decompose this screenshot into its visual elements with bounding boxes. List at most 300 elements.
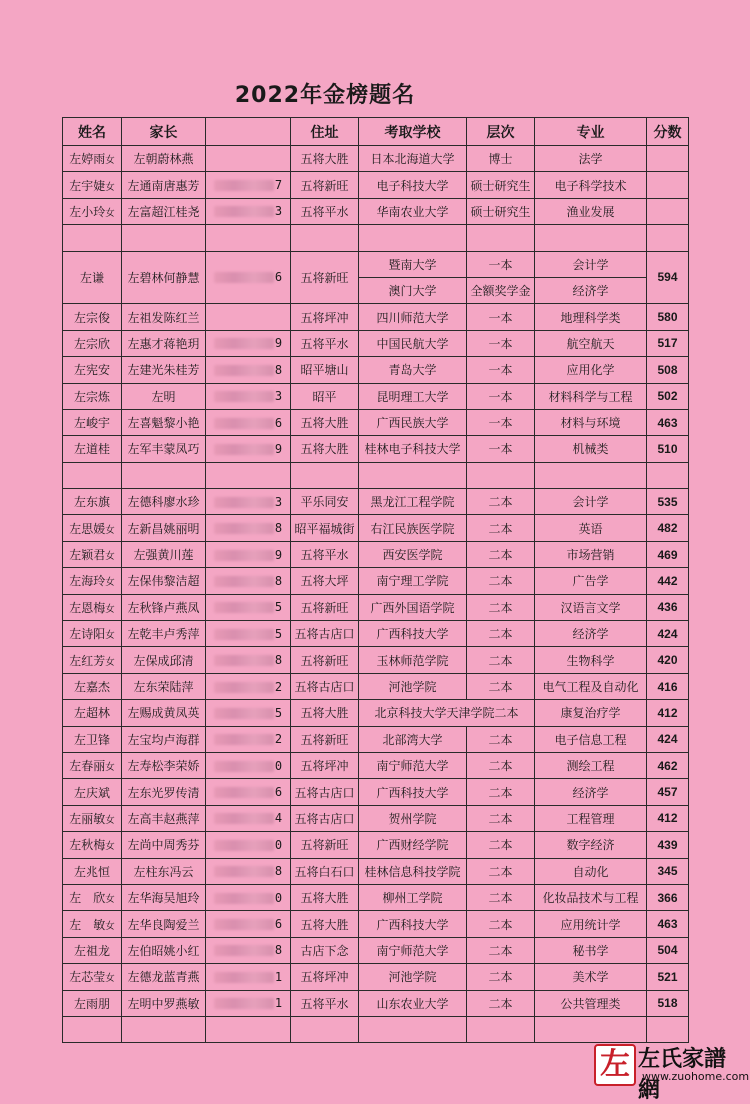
score-cell: 457 [647,779,689,805]
student-row [63,515,689,541]
address-cell: 五将大胜 [291,436,359,462]
phone-suffix: 4 [274,811,283,826]
student-row [63,621,689,647]
student-row [63,700,689,726]
student-name-cell [63,911,122,937]
address-cell: 昭平福城街 [291,515,359,541]
student-name-cell [63,964,122,990]
header-parent: 家长 [122,118,206,146]
address-cell: 五将古店口 [291,673,359,699]
parent-cell: 左乾丰卢秀萍 [122,621,206,647]
phone-cell [206,832,291,858]
level-cell: 二本 [467,990,535,1016]
parent-cell: 左东荣陆萍 [122,673,206,699]
empty-cell [647,462,689,488]
empty-cell [291,225,359,251]
student-row [63,357,689,383]
phone-suffix: 9 [274,441,283,456]
address-cell: 五将大胜 [291,884,359,910]
empty-cell [467,1016,535,1042]
student-name: 左秋梅 [69,838,106,853]
parent-cell: 左德科廖水珍 [122,489,206,515]
major-cell: 市场营销 [535,541,647,567]
school-cell: 澳门大学 [359,277,467,303]
student-name-cell [63,330,122,356]
phone-cell [206,146,291,172]
redacted-phone [214,550,274,561]
student-name-cell [63,146,122,172]
student-name-cell [63,541,122,567]
address-cell: 五将坪冲 [291,304,359,330]
gender-label: 女 [105,814,115,826]
student-name: 左宇婕 [69,178,106,193]
score-cell: 482 [647,515,689,541]
empty-cell [291,1016,359,1042]
student-name-cell [63,805,122,831]
level-cell: 二本 [467,647,535,673]
major-cell: 化妆品技术与工程 [535,884,647,910]
phone-cell [206,541,291,567]
address-cell: 五将新旺 [291,172,359,198]
parent-cell: 左朝蔚林燕 [122,146,206,172]
phone-cell [206,172,291,198]
phone-suffix: 9 [274,336,283,351]
redacted-phone [214,893,274,904]
empty-cell [535,1016,647,1042]
gender-label: 女 [105,894,115,906]
redacted-phone [214,945,274,956]
student-name: 左宗欣 [73,336,110,351]
level-cell: 一本 [467,409,535,435]
parent-cell: 左军丰蒙凤巧 [122,436,206,462]
student-name-cell [63,884,122,910]
phone-suffix: 6 [274,785,283,800]
score-cell: 463 [647,911,689,937]
student-name: 左雨朋 [73,996,110,1011]
parent-cell: 左通南唐惠芳 [122,172,206,198]
phone-suffix: 8 [274,521,283,536]
phone-cell [206,937,291,963]
address-cell: 五将新旺 [291,251,359,304]
phone-suffix: 8 [274,362,283,377]
parent-cell: 左高丰赵燕萍 [122,805,206,831]
address-cell: 五将新旺 [291,726,359,752]
score-cell: 510 [647,436,689,462]
level-cell: 一本 [467,436,535,462]
student-row [63,673,689,699]
redacted-phone [214,682,274,693]
student-name: 左 敏 [69,917,106,932]
score-cell: 412 [647,700,689,726]
student-name-cell [63,673,122,699]
header-phone [206,118,291,146]
student-row [63,172,689,198]
phone-cell [206,304,291,330]
major-cell: 英语 [535,515,647,541]
score-cell: 521 [647,964,689,990]
level-cell: 二本 [467,594,535,620]
student-name-cell [63,568,122,594]
major-cell: 电子科学技术 [535,172,647,198]
redacted-phone [214,180,274,191]
phone-cell [206,568,291,594]
student-name-cell [63,700,122,726]
phone-cell [206,884,291,910]
major-cell: 自动化 [535,858,647,884]
level-cell: 二本 [467,621,535,647]
student-name: 左宗俊 [73,310,110,325]
header-address: 住址 [291,118,359,146]
phone-suffix: 3 [274,204,283,219]
student-name: 左诗阳 [69,627,106,642]
phone-cell [206,911,291,937]
redacted-phone [214,338,274,349]
gender-label: 女 [105,841,115,853]
score-cell: 580 [647,304,689,330]
major-cell: 地理科学类 [535,304,647,330]
empty-cell [122,225,206,251]
student-row [63,884,689,910]
student-row [63,964,689,990]
header-score: 分数 [647,118,689,146]
phone-cell [206,990,291,1016]
redacted-phone [214,919,274,930]
blank-row [63,462,689,488]
phone-cell [206,621,291,647]
gender-label: 女 [105,207,115,219]
empty-cell [206,225,291,251]
address-cell: 五将新旺 [291,832,359,858]
student-name: 左卫锋 [73,732,110,747]
redacted-phone [214,998,274,1009]
score-cell: 469 [647,541,689,567]
student-row [63,726,689,752]
score-cell: 442 [647,568,689,594]
score-cell: 508 [647,357,689,383]
phone-suffix: 8 [274,573,283,588]
school-cell: 广西科技大学 [359,911,467,937]
phone-cell [206,198,291,224]
level-cell: 二本 [467,937,535,963]
school-cell: 河池学院 [359,964,467,990]
redacted-phone [214,365,274,376]
header-school: 考取学校 [359,118,467,146]
phone-cell [206,330,291,356]
address-cell: 五将大胜 [291,146,359,172]
school-cell: 青岛大学 [359,357,467,383]
score-cell: 504 [647,937,689,963]
student-name-cell [63,489,122,515]
parent-cell: 左富超江桂尧 [122,198,206,224]
parent-cell: 左伯昭姚小红 [122,937,206,963]
address-cell: 五将新旺 [291,594,359,620]
student-row [63,990,689,1016]
student-row [63,594,689,620]
student-row [63,198,689,224]
empty-cell [206,462,291,488]
score-cell: 436 [647,594,689,620]
address-cell: 五将大坪 [291,568,359,594]
school-cell: 南宁师范大学 [359,937,467,963]
level-cell: 二本 [467,779,535,805]
student-name: 左芯莹 [69,970,106,985]
empty-cell [647,1016,689,1042]
level-cell: 二本 [467,568,535,594]
school-cell: 广西民族大学 [359,409,467,435]
major-cell: 汉语言文学 [535,594,647,620]
major-cell: 电子信息工程 [535,726,647,752]
student-name-cell [63,937,122,963]
student-name: 左恩梅 [69,600,106,615]
student-name: 左道桂 [73,442,110,457]
student-name: 左丽敏 [69,811,106,826]
score-cell: 412 [647,805,689,831]
phone-suffix: 0 [274,890,283,905]
phone-suffix: 1 [274,996,283,1011]
student-name: 左海玲 [69,574,106,589]
header-row [63,118,689,146]
phone-suffix: 2 [274,732,283,747]
address-cell: 古店下念 [291,937,359,963]
parent-cell: 左秋锋卢燕凤 [122,594,206,620]
major-cell: 工程管理 [535,805,647,831]
gender-label: 女 [105,551,115,563]
address-cell: 五将古店口 [291,779,359,805]
student-row [63,805,689,831]
redacted-phone [214,602,274,613]
student-name-cell [63,752,122,778]
student-name-cell [63,594,122,620]
parent-cell: 左德龙蓝青燕 [122,964,206,990]
empty-cell [467,462,535,488]
phone-cell [206,515,291,541]
redacted-phone [214,497,274,508]
student-name: 左祖龙 [73,943,110,958]
level-cell: 博士 [467,146,535,172]
phone-suffix: 0 [274,837,283,852]
school-cell: 黑龙江工程学院 [359,489,467,515]
level-cell: 二本 [467,858,535,884]
school-cell: 广西财经学院 [359,832,467,858]
phone-cell [206,805,291,831]
gender-label: 女 [105,630,115,642]
student-row [63,330,689,356]
parent-cell: 左保成邱清 [122,647,206,673]
school-level-cell: 北京科技大学天津学院二本 [359,700,535,726]
level-cell: 硕士研究生 [467,198,535,224]
gender-label: 女 [105,603,115,615]
level-cell: 硕士研究生 [467,172,535,198]
phone-suffix: 0 [274,758,283,773]
score-cell: 439 [647,832,689,858]
level-cell: 二本 [467,911,535,937]
student-row [63,409,689,435]
level-cell: 一本 [467,251,535,277]
student-name: 左东旗 [73,495,110,510]
school-cell: 北部湾大学 [359,726,467,752]
student-row [63,251,689,277]
school-cell: 广西科技大学 [359,621,467,647]
score-cell [647,198,689,224]
phone-cell [206,594,291,620]
level-cell: 二本 [467,489,535,515]
major-cell: 电气工程及自动化 [535,673,647,699]
student-name-cell [63,436,122,462]
gender-label: 女 [105,155,115,167]
parent-cell: 左华良陶爱兰 [122,911,206,937]
major-cell: 渔业发展 [535,198,647,224]
student-row [63,541,689,567]
student-row [63,832,689,858]
phone-suffix: 5 [274,705,283,720]
phone-cell [206,673,291,699]
gender-label: 女 [105,181,115,193]
phone-suffix: 1 [274,969,283,984]
redacted-phone [214,813,274,824]
school-cell: 华南农业大学 [359,198,467,224]
level-cell: 二本 [467,964,535,990]
student-name-cell [63,832,122,858]
phone-cell [206,383,291,409]
student-row [63,489,689,515]
student-name-cell [63,357,122,383]
phone-cell [206,858,291,884]
redacted-phone [214,734,274,745]
school-cell: 右江民族医学院 [359,515,467,541]
phone-suffix: 6 [274,270,283,285]
major-cell: 航空航天 [535,330,647,356]
score-cell [647,146,689,172]
empty-cell [291,462,359,488]
parent-cell: 左尚中周秀芬 [122,832,206,858]
phone-suffix: 6 [274,415,283,430]
level-cell: 全额奖学金 [467,277,535,303]
empty-cell [535,462,647,488]
redacted-phone [214,523,274,534]
level-cell: 二本 [467,884,535,910]
blank-row [63,1016,689,1042]
score-cell: 463 [647,409,689,435]
parent-cell: 左碧林何静慧 [122,251,206,304]
school-cell: 贺州学院 [359,805,467,831]
student-name: 左嘉杰 [73,680,110,694]
major-cell: 数字经济 [535,832,647,858]
redacted-phone [214,761,274,772]
empty-cell [122,462,206,488]
header-major: 专业 [535,118,647,146]
level-cell: 二本 [467,673,535,699]
address-cell: 五将大胜 [291,700,359,726]
school-cell: 广西科技大学 [359,779,467,805]
redacted-phone [214,272,274,283]
school-cell: 电子科技大学 [359,172,467,198]
major-cell: 广告学 [535,568,647,594]
address-cell: 五将平水 [291,990,359,1016]
score-cell: 502 [647,383,689,409]
empty-cell [359,462,467,488]
gender-label: 女 [105,920,115,932]
address-cell: 五将大胜 [291,409,359,435]
major-cell: 应用统计学 [535,911,647,937]
redacted-phone [214,866,274,877]
school-cell: 桂林信息科技学院 [359,858,467,884]
student-row [63,858,689,884]
address-cell: 五将古店口 [291,621,359,647]
school-cell: 四川师范大学 [359,304,467,330]
score-cell: 518 [647,990,689,1016]
school-cell: 中国民航大学 [359,330,467,356]
header-name: 姓名 [63,118,122,146]
school-cell: 柳州工学院 [359,884,467,910]
parent-cell: 左寿松李荣娇 [122,752,206,778]
site-name: 左氏家譜網 [638,1046,727,1103]
redacted-phone [214,418,274,429]
major-cell: 美术学 [535,964,647,990]
phone-cell [206,752,291,778]
student-name: 左谦 [79,270,104,285]
empty-cell [359,225,467,251]
student-name-cell [63,990,122,1016]
redacted-phone [214,629,274,640]
phone-suffix: 7 [274,178,283,193]
phone-cell [206,726,291,752]
major-cell: 会计学 [535,489,647,515]
empty-cell [535,225,647,251]
student-name-cell [63,779,122,805]
empty-cell [63,1016,122,1042]
student-name: 左宗炼 [73,389,110,404]
student-name: 左思媛 [69,521,106,536]
parent-cell: 左喜魁黎小艳 [122,409,206,435]
school-cell: 广西外国语学院 [359,594,467,620]
major-cell: 秘书学 [535,937,647,963]
student-name-cell [63,726,122,752]
student-name-cell [63,304,122,330]
student-name: 左春丽 [69,759,106,774]
empty-cell [63,462,122,488]
address-cell: 昭平 [291,383,359,409]
empty-cell [63,225,122,251]
empty-cell [647,225,689,251]
school-cell: 暨南大学 [359,251,467,277]
address-cell: 五将大胜 [291,911,359,937]
major-cell: 会计学 [535,251,647,277]
student-name: 左超林 [73,706,110,721]
student-row [63,779,689,805]
student-name-cell [63,647,122,673]
major-cell: 材料与环境 [535,409,647,435]
site-watermark [594,1042,750,1103]
student-name: 左小玲 [69,204,106,219]
level-cell: 一本 [467,357,535,383]
blank-row [63,225,689,251]
level-cell: 一本 [467,383,535,409]
level-cell: 二本 [467,752,535,778]
score-cell: 424 [647,621,689,647]
major-cell: 应用化学 [535,357,647,383]
phone-suffix: 9 [274,547,283,562]
parent-cell: 左东光罗传清 [122,779,206,805]
address-cell: 五将平水 [291,198,359,224]
gender-label: 女 [105,656,115,668]
score-cell: 420 [647,647,689,673]
phone-suffix: 2 [274,679,283,694]
phone-suffix: 6 [274,917,283,932]
gender-label: 女 [105,577,115,589]
score-cell: 594 [647,251,689,304]
site-url: www.zuohome.com [642,1070,750,1083]
parent-cell: 左明 [122,383,206,409]
